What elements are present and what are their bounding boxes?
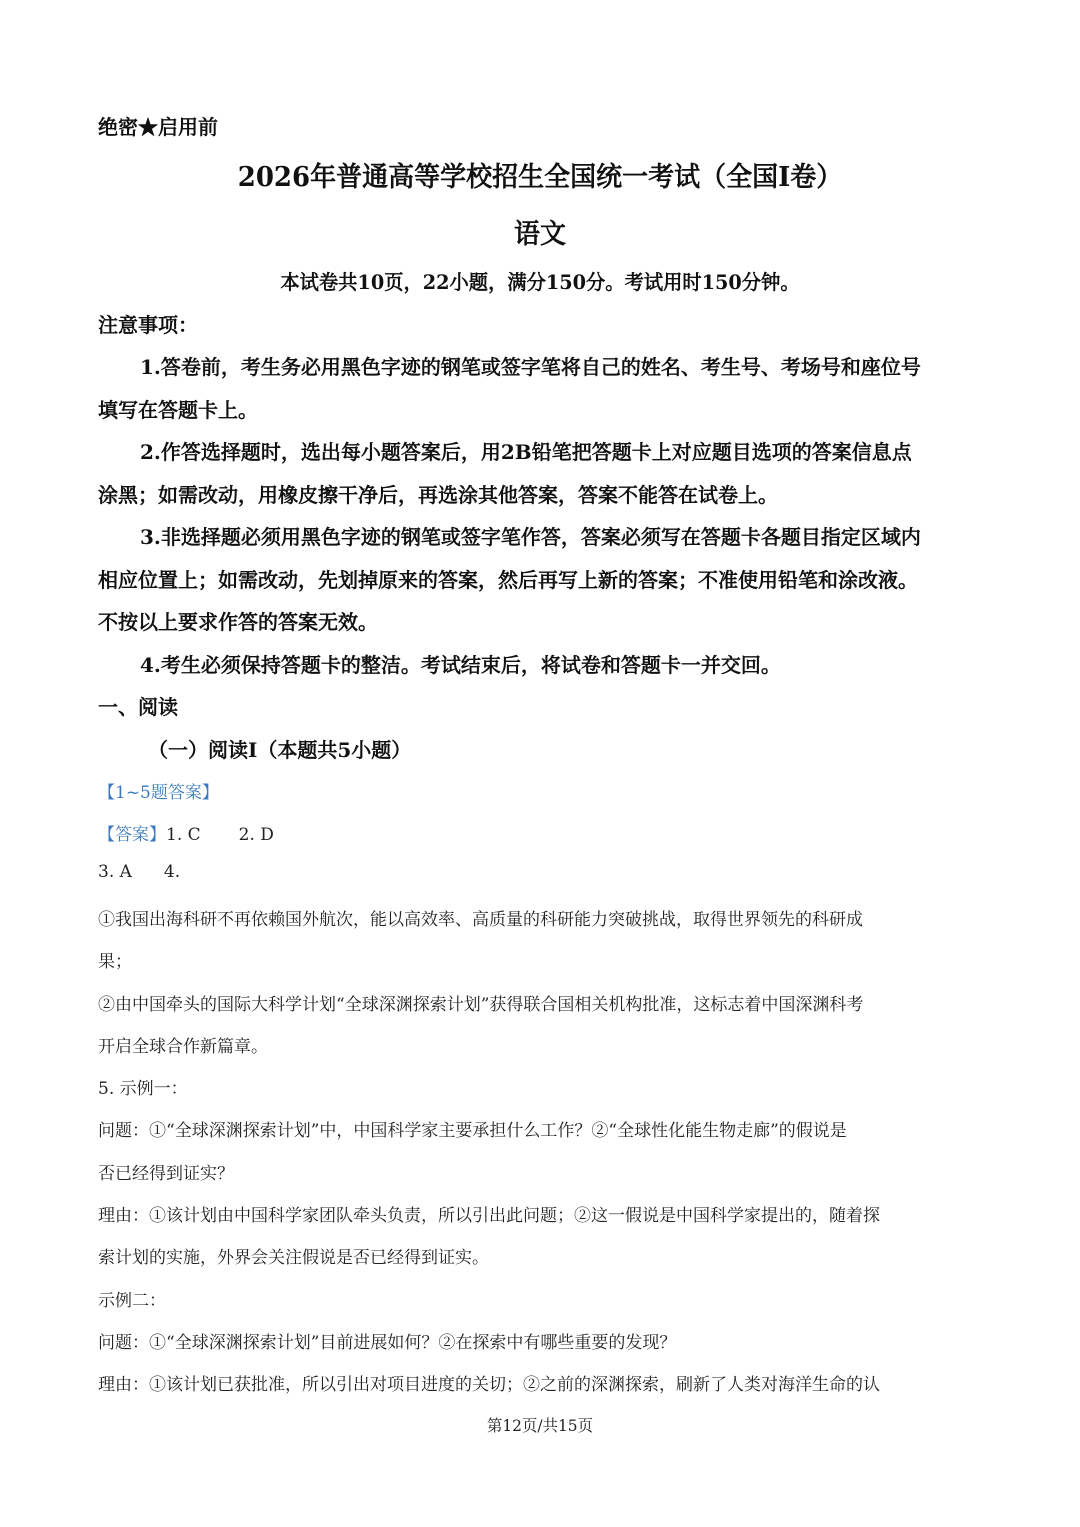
exam-info: 本试卷共10页，22小题，满分150分。考试用时150分钟。	[280, 270, 800, 294]
answer-1: 1. C	[166, 825, 201, 845]
answer-line: 示例二：	[98, 1291, 166, 1311]
answer-4: 4.	[163, 862, 181, 882]
notice-line: 3.非选择题必须用黑色字迹的钢笔或签字笔作答，答案必须写在答题卡各题目指定区域内	[140, 525, 921, 549]
answer-line: 5. 示例一：	[98, 1079, 188, 1099]
answer-line: 果；	[98, 952, 132, 972]
answer-line: 索计划的实施，外界会关注假说是否已经得到证实。	[98, 1248, 489, 1268]
answer-line: ②由中国牵头的国际大科学计划“全球深渊探索计划”获得联合国相关机构批准，这标志着中国深渊科考	[98, 995, 864, 1015]
section-heading: 一、阅读	[98, 695, 178, 719]
notice-line: 涂黑；如需改动，用橡皮擦干净后，再选涂其他答案，答案不能答在试卷上。	[98, 483, 778, 507]
answer-line: 理由：①该计划已获批准，所以引出对项目进度的关切；②之前的深渊探索，刷新了人类对海洋生命的认	[98, 1375, 880, 1395]
answer-3: 3. A	[98, 862, 132, 882]
subject-title: 语文	[513, 219, 567, 250]
notice-heading: 注意事项：	[98, 313, 198, 337]
answer-line: 问题：①“全球深渊探索计划”目前进展如何？②在探索中有哪些重要的发现？	[98, 1333, 677, 1353]
answer-line: 否已经得到证实？	[98, 1164, 234, 1184]
notice-line: 2.作答选择题时，选出每小题答案后，用2B铅笔把答题卡上对应题目选项的答案信息点	[140, 440, 912, 464]
notice-line: 4.考生必须保持答题卡的整洁。考试结束后，将试卷和答题卡一并交回。	[140, 653, 781, 677]
answer-label: 【答案】	[98, 825, 166, 845]
answer-line: 理由：①该计划由中国科学家团队牵头负责，所以引出此问题；②这一假说是中国科学家提出的，随着探	[98, 1206, 880, 1226]
section-subheading: （一）阅读Ⅰ（本题共5小题）	[148, 738, 412, 762]
exam-title: 2026年普通高等学校招生全国统一考试（全国Ⅰ卷）	[237, 162, 843, 193]
answer-row-1	[98, 820, 274, 845]
notice-line: 相应位置上；如需改动，先划掉原来的答案，然后再写上新的答案；不准使用铅笔和涂改液。	[98, 568, 918, 592]
answer-2: 2. D	[238, 825, 274, 845]
answer-row-2	[98, 862, 180, 882]
answer-line: 问题：①“全球深渊探索计划”中，中国科学家主要承担什么工作？②“全球性化能生物走廊”的假说是	[98, 1121, 847, 1141]
answer-line: 开启全球合作新篇章。	[98, 1037, 268, 1057]
notice-line: 填写在答题卡上。	[98, 398, 258, 422]
notice-line: 1.答卷前，考生务必用黑色字迹的钢笔或签字笔将自己的姓名、考生号、考场号和座位号	[140, 355, 921, 379]
answer-tag: 【1~5题答案】	[98, 783, 219, 803]
notice-line: 不按以上要求作答的答案无效。	[98, 610, 378, 634]
answer-line: ①我国出海科研不再依赖国外航次，能以高效率、高质量的科研能力突破挑战，取得世界领先的科研成	[98, 910, 863, 930]
secret-label: 绝密★启用前	[98, 115, 218, 139]
page-number: 第12页/共15页	[486, 1416, 594, 1435]
